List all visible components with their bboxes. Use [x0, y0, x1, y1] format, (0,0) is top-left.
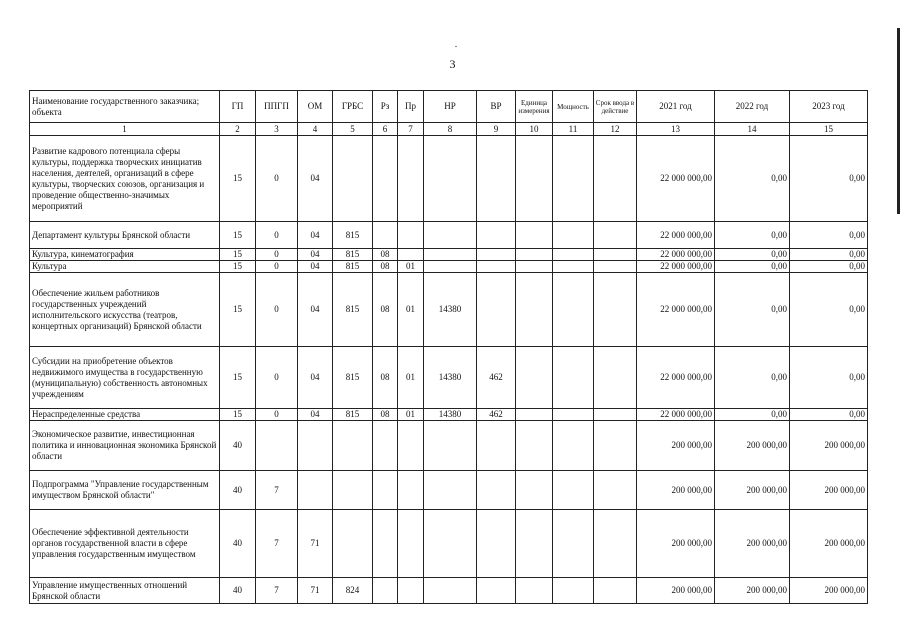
code-cell-pr	[398, 421, 424, 471]
amount-cell-2023: 0,00	[790, 222, 868, 249]
amount-cell-2023: 0,00	[790, 261, 868, 273]
cell-unit	[516, 421, 553, 471]
header-cell-unit: Единица измерения	[516, 91, 553, 123]
cell-unit	[516, 136, 553, 222]
code-cell-gp: 40	[220, 578, 256, 604]
column-number-cell: 7	[398, 123, 424, 136]
cell-term	[594, 510, 637, 578]
table-row	[30, 409, 868, 421]
code-cell-om	[298, 471, 333, 510]
code-cell-pr: 01	[398, 347, 424, 409]
scan-speck	[455, 46, 457, 47]
code-cell-ppgp: 0	[256, 249, 298, 261]
amount-cell-2022: 200 000,00	[715, 471, 790, 510]
table-row	[30, 421, 868, 471]
header-cell-nr: НР	[424, 91, 477, 123]
column-number-cell: 8	[424, 123, 477, 136]
amount-cell-2021: 22 000 000,00	[637, 273, 715, 347]
cell-unit	[516, 249, 553, 261]
header-cell-2023: 2023 год	[790, 91, 868, 123]
table-row	[30, 222, 868, 249]
code-cell-ppgp: 0	[256, 273, 298, 347]
cell-unit	[516, 578, 553, 604]
column-number-cell: 12	[594, 123, 637, 136]
column-number-cell: 4	[298, 123, 333, 136]
code-cell-nr: 14380	[424, 273, 477, 347]
cell-power	[553, 578, 594, 604]
cell-unit	[516, 222, 553, 249]
header-cell-gp: ГП	[220, 91, 256, 123]
code-cell-pr: 01	[398, 273, 424, 347]
amount-cell-2021: 22 000 000,00	[637, 347, 715, 409]
code-cell-nr	[424, 222, 477, 249]
column-number-cell: 9	[477, 123, 516, 136]
cell-term	[594, 578, 637, 604]
cell-power	[553, 409, 594, 421]
amount-cell-2021: 200 000,00	[637, 510, 715, 578]
code-cell-gp: 15	[220, 136, 256, 222]
header-cell-2022: 2022 год	[715, 91, 790, 123]
amount-cell-2021: 200 000,00	[637, 471, 715, 510]
header-cell-vr: ВР	[477, 91, 516, 123]
header-cell-power: Мощность	[553, 91, 594, 123]
code-cell-vr	[477, 578, 516, 604]
amount-cell-2021: 200 000,00	[637, 421, 715, 471]
header-cell-ppgp: ППГП	[256, 91, 298, 123]
cell-term	[594, 273, 637, 347]
header-row	[30, 91, 868, 123]
amount-cell-2022: 200 000,00	[715, 578, 790, 604]
code-cell-nr: 14380	[424, 409, 477, 421]
amount-cell-2022: 0,00	[715, 347, 790, 409]
cell-power	[553, 273, 594, 347]
code-cell-nr	[424, 510, 477, 578]
table-row	[30, 578, 868, 604]
code-cell-vr	[477, 261, 516, 273]
code-cell-pr	[398, 471, 424, 510]
column-number-cell: 11	[553, 123, 594, 136]
code-cell-grbs	[333, 510, 373, 578]
budget-table	[29, 90, 868, 604]
code-cell-ppgp: 7	[256, 510, 298, 578]
row-name-cell: Субсидии на приобретение объектов недвижимого имущества в государственную (муниципальную) собственность автономных учреждениям	[30, 347, 220, 409]
cell-power	[553, 249, 594, 261]
header-cell-2021: 2021 год	[637, 91, 715, 123]
header-cell-rz: Рз	[373, 91, 398, 123]
code-cell-rz	[373, 510, 398, 578]
code-cell-pr	[398, 222, 424, 249]
cell-unit	[516, 510, 553, 578]
code-cell-vr	[477, 136, 516, 222]
amount-cell-2023: 0,00	[790, 347, 868, 409]
row-name-cell: Культура, кинематография	[30, 249, 220, 261]
cell-unit	[516, 273, 553, 347]
code-cell-om: 04	[298, 261, 333, 273]
code-cell-om: 71	[298, 578, 333, 604]
cell-term	[594, 471, 637, 510]
row-name-cell: Обеспечение жильем работников государственных учреждений исполнительского искусства (театров, концертных организаций) Брянской области	[30, 273, 220, 347]
cell-unit	[516, 347, 553, 409]
amount-cell-2022: 200 000,00	[715, 510, 790, 578]
column-number-cell: 13	[637, 123, 715, 136]
code-cell-nr	[424, 249, 477, 261]
row-name-cell: Нераспределенные средства	[30, 409, 220, 421]
code-cell-gp: 15	[220, 409, 256, 421]
code-cell-ppgp: 0	[256, 136, 298, 222]
code-cell-pr	[398, 578, 424, 604]
column-number-cell: 10	[516, 123, 553, 136]
page-number: 3	[449, 57, 456, 71]
code-cell-gp: 15	[220, 222, 256, 249]
row-name-cell: Управление имущественных отношений Брянской области	[30, 578, 220, 604]
code-cell-om: 04	[298, 273, 333, 347]
code-cell-nr	[424, 471, 477, 510]
amount-cell-2022: 0,00	[715, 273, 790, 347]
cell-power	[553, 471, 594, 510]
code-cell-vr	[477, 471, 516, 510]
code-cell-grbs: 815	[333, 261, 373, 273]
code-cell-nr	[424, 578, 477, 604]
code-cell-rz: 08	[373, 273, 398, 347]
cell-unit	[516, 471, 553, 510]
header-cell-term: Срок ввода в действие	[594, 91, 637, 123]
code-cell-pr: 01	[398, 409, 424, 421]
header-cell-om: ОМ	[298, 91, 333, 123]
cell-term	[594, 136, 637, 222]
cell-unit	[516, 409, 553, 421]
scan-edge-line	[897, 28, 900, 214]
code-cell-rz: 08	[373, 347, 398, 409]
column-number-row	[30, 123, 868, 136]
column-number-cell: 15	[790, 123, 868, 136]
amount-cell-2023: 200 000,00	[790, 471, 868, 510]
row-name-cell: Департамент культуры Брянской области	[30, 222, 220, 249]
code-cell-gp: 15	[220, 261, 256, 273]
code-cell-vr: 462	[477, 409, 516, 421]
code-cell-ppgp	[256, 421, 298, 471]
row-name-cell: Обеспечение эффективной деятельности органов государственной власти в сфере управления государственным имуществом	[30, 510, 220, 578]
code-cell-nr: 14380	[424, 347, 477, 409]
amount-cell-2022: 0,00	[715, 249, 790, 261]
code-cell-om: 04	[298, 136, 333, 222]
header-cell-pr: Пр	[398, 91, 424, 123]
cell-term	[594, 222, 637, 249]
amount-cell-2021: 22 000 000,00	[637, 409, 715, 421]
amount-cell-2021: 22 000 000,00	[637, 249, 715, 261]
code-cell-grbs: 815	[333, 273, 373, 347]
code-cell-ppgp: 7	[256, 471, 298, 510]
code-cell-om: 04	[298, 222, 333, 249]
code-cell-om: 04	[298, 347, 333, 409]
amount-cell-2021: 22 000 000,00	[637, 222, 715, 249]
code-cell-gp: 15	[220, 347, 256, 409]
code-cell-nr	[424, 136, 477, 222]
code-cell-nr	[424, 421, 477, 471]
cell-term	[594, 261, 637, 273]
code-cell-gp: 15	[220, 249, 256, 261]
code-cell-om: 04	[298, 249, 333, 261]
amount-cell-2022: 0,00	[715, 409, 790, 421]
amount-cell-2022: 0,00	[715, 261, 790, 273]
amount-cell-2021: 22 000 000,00	[637, 261, 715, 273]
code-cell-gp: 40	[220, 421, 256, 471]
code-cell-om: 71	[298, 510, 333, 578]
amount-cell-2022: 200 000,00	[715, 421, 790, 471]
code-cell-vr	[477, 421, 516, 471]
code-cell-grbs	[333, 136, 373, 222]
code-cell-om	[298, 421, 333, 471]
row-name-cell: Культура	[30, 261, 220, 273]
code-cell-rz	[373, 578, 398, 604]
header-cell-grbs: ГРБС	[333, 91, 373, 123]
amount-cell-2023: 0,00	[790, 273, 868, 347]
code-cell-nr	[424, 261, 477, 273]
table-row	[30, 273, 868, 347]
code-cell-grbs: 815	[333, 347, 373, 409]
code-cell-pr: 01	[398, 261, 424, 273]
amount-cell-2023: 0,00	[790, 249, 868, 261]
code-cell-grbs: 824	[333, 578, 373, 604]
amount-cell-2023: 0,00	[790, 409, 868, 421]
table-body	[30, 136, 868, 604]
column-number-cell: 2	[220, 123, 256, 136]
code-cell-rz: 08	[373, 249, 398, 261]
code-cell-rz	[373, 421, 398, 471]
code-cell-ppgp: 0	[256, 261, 298, 273]
cell-term	[594, 347, 637, 409]
cell-term	[594, 409, 637, 421]
cell-power	[553, 261, 594, 273]
amount-cell-2023: 200 000,00	[790, 421, 868, 471]
code-cell-om: 04	[298, 409, 333, 421]
cell-power	[553, 222, 594, 249]
row-name-cell: Подпрограмма "Управление государственным имуществом Брянской области"	[30, 471, 220, 510]
cell-unit	[516, 261, 553, 273]
code-cell-vr	[477, 222, 516, 249]
code-cell-rz: 08	[373, 409, 398, 421]
header-cell-name: Наименование государственного заказчика; объекта	[30, 91, 220, 123]
code-cell-gp: 40	[220, 510, 256, 578]
code-cell-ppgp: 0	[256, 409, 298, 421]
code-cell-gp: 40	[220, 471, 256, 510]
code-cell-pr	[398, 136, 424, 222]
amount-cell-2023: 200 000,00	[790, 578, 868, 604]
code-cell-ppgp: 0	[256, 222, 298, 249]
cell-term	[594, 249, 637, 261]
code-cell-gp: 15	[220, 273, 256, 347]
column-number-cell: 3	[256, 123, 298, 136]
column-number-cell: 14	[715, 123, 790, 136]
row-name-cell: Развитие кадрового потенциала сферы культуры, поддержка творческих инициатив населения, деятелей, организаций в сфере культуры, творческих союзов, организация и проведение общественно-значимых мероприятий	[30, 136, 220, 222]
row-name-cell: Экономическое развитие, инвестиционная политика и инновационная экономика Брянской области	[30, 421, 220, 471]
code-cell-rz	[373, 471, 398, 510]
code-cell-grbs: 815	[333, 249, 373, 261]
code-cell-grbs	[333, 471, 373, 510]
code-cell-vr	[477, 510, 516, 578]
code-cell-vr	[477, 273, 516, 347]
cell-power	[553, 421, 594, 471]
amount-cell-2021: 22 000 000,00	[637, 136, 715, 222]
code-cell-grbs: 815	[333, 222, 373, 249]
code-cell-grbs: 815	[333, 409, 373, 421]
cell-term	[594, 421, 637, 471]
code-cell-ppgp: 0	[256, 347, 298, 409]
code-cell-vr	[477, 249, 516, 261]
code-cell-pr	[398, 249, 424, 261]
cell-power	[553, 347, 594, 409]
table-row	[30, 261, 868, 273]
code-cell-rz	[373, 222, 398, 249]
code-cell-ppgp: 7	[256, 578, 298, 604]
column-number-cell: 5	[333, 123, 373, 136]
amount-cell-2022: 0,00	[715, 136, 790, 222]
table-row	[30, 347, 868, 409]
column-number-cell: 6	[373, 123, 398, 136]
code-cell-pr	[398, 510, 424, 578]
code-cell-rz: 08	[373, 261, 398, 273]
table-row	[30, 471, 868, 510]
amount-cell-2023: 0,00	[790, 136, 868, 222]
table-row	[30, 249, 868, 261]
cell-power	[553, 136, 594, 222]
code-cell-grbs	[333, 421, 373, 471]
amount-cell-2021: 200 000,00	[637, 578, 715, 604]
amount-cell-2022: 0,00	[715, 222, 790, 249]
table-row	[30, 136, 868, 222]
table-row	[30, 510, 868, 578]
code-cell-vr: 462	[477, 347, 516, 409]
amount-cell-2023: 200 000,00	[790, 510, 868, 578]
column-number-cell: 1	[30, 123, 220, 136]
code-cell-rz	[373, 136, 398, 222]
cell-power	[553, 510, 594, 578]
